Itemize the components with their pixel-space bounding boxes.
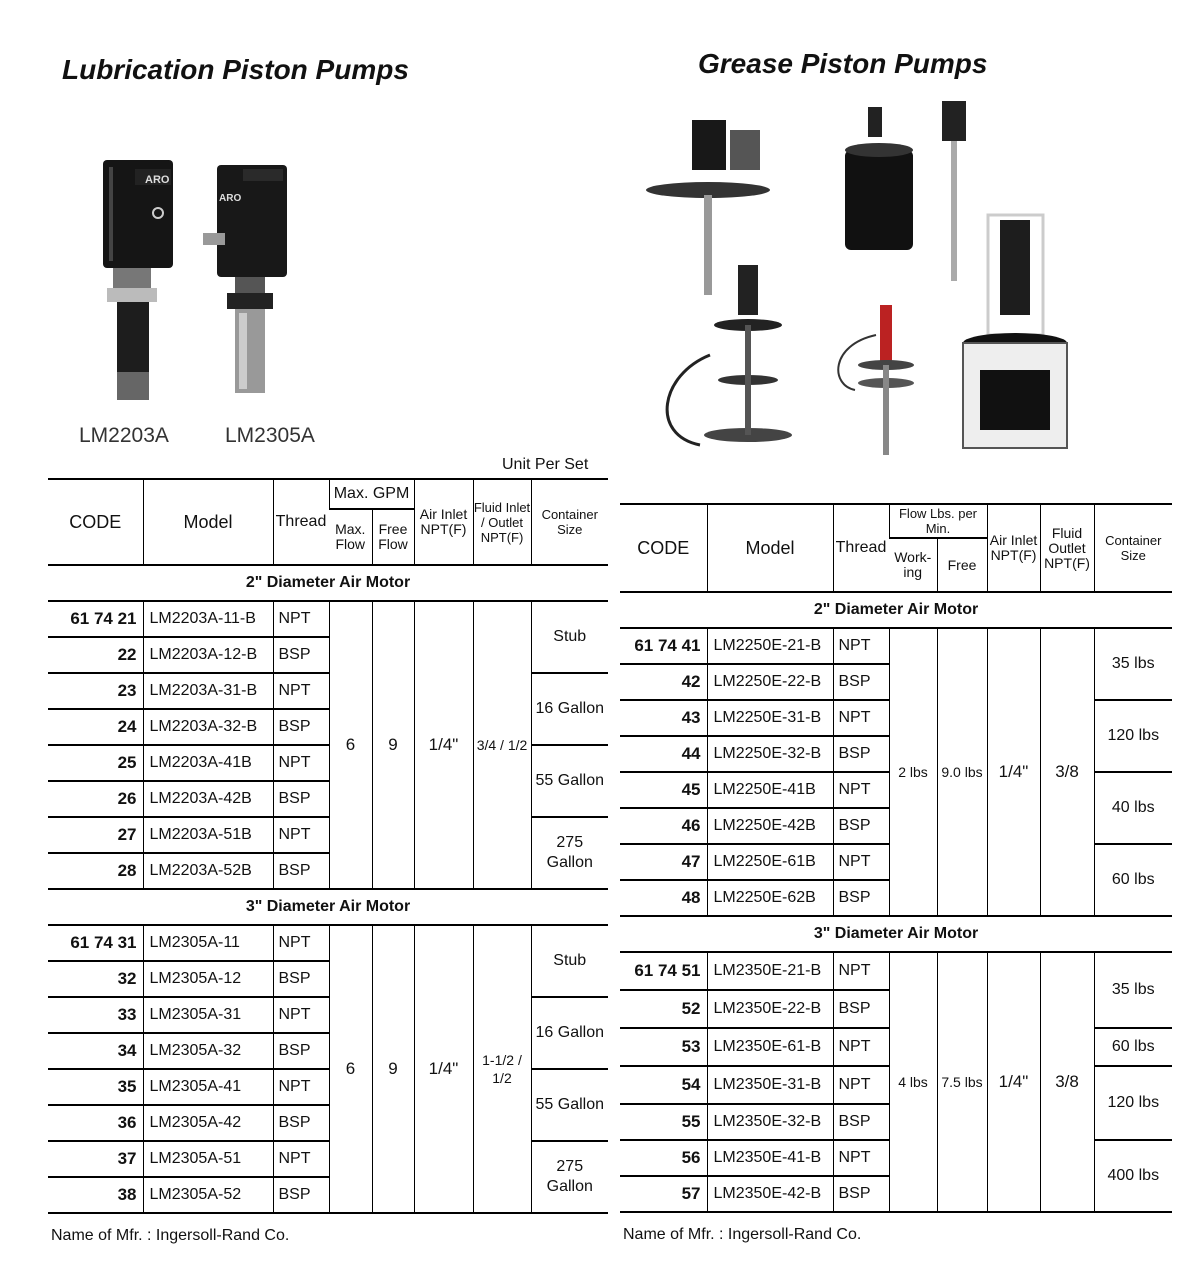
container-value: 120 lbs [1094, 1066, 1172, 1140]
thread-cell: NPT [273, 1069, 329, 1105]
code-cell: 26 [48, 781, 143, 817]
container-value: 275 Gallon [531, 817, 608, 889]
fluid-value: 3/8 [1040, 952, 1094, 1212]
section-title: 2" Diameter Air Motor [620, 592, 1172, 628]
model-cell: LM2203A-42B [143, 781, 273, 817]
model-cell: LM2350E-22-B [707, 990, 833, 1028]
header-free: Free [937, 538, 987, 592]
thread-cell: BSP [273, 961, 329, 997]
header-air-inlet: Air Inlet NPT(F) [414, 479, 473, 565]
code-cell: 25 [48, 745, 143, 781]
free-flow-value: 9 [372, 925, 414, 1213]
model-cell: LM2350E-41-B [707, 1140, 833, 1176]
header-free-flow: Free Flow [372, 509, 414, 565]
thread-cell: NPT [273, 925, 329, 961]
code-cell: 27 [48, 817, 143, 853]
header-code: CODE [48, 479, 143, 565]
header-fluid: Fluid Outlet NPT(F) [1040, 504, 1094, 592]
thread-cell: BSP [273, 1177, 329, 1213]
grease-pump-illustration-icon [640, 95, 1100, 460]
thread-cell: NPT [833, 1066, 889, 1104]
left-title: Lubrication Piston Pumps [62, 54, 409, 85]
thread-cell: NPT [273, 601, 329, 637]
model-cell: LM2250E-41B [707, 772, 833, 808]
thread-cell: BSP [833, 990, 889, 1028]
container-value: 55 Gallon [531, 1069, 608, 1141]
model-cell: LM2203A-51B [143, 817, 273, 853]
model-cell: LM2350E-42-B [707, 1176, 833, 1212]
code-cell: 38 [48, 1177, 143, 1213]
model-cell: LM2305A-52 [143, 1177, 273, 1213]
container-value: 40 lbs [1094, 772, 1172, 844]
model-cell: LM2305A-12 [143, 961, 273, 997]
container-value: 60 lbs [1094, 1028, 1172, 1066]
right-manufacturer: Name of Mfr. : Ingersoll-Rand Co. [623, 1226, 862, 1243]
code-cell: 33 [48, 997, 143, 1033]
thread-cell: BSP [273, 1033, 329, 1069]
svg-text:ARO: ARO [219, 193, 242, 204]
thread-cell: BSP [833, 880, 889, 916]
thread-cell: BSP [273, 853, 329, 889]
grease-pumps-table [620, 503, 1172, 1213]
code-cell: 32 [48, 961, 143, 997]
thread-cell: BSP [833, 664, 889, 700]
model-cell: LM2203A-11-B [143, 601, 273, 637]
container-value: 120 lbs [1094, 700, 1172, 772]
air-inlet-value: 1/4" [414, 601, 473, 889]
free-flow-value: 9 [372, 601, 414, 889]
header-thread: Thread [273, 479, 329, 565]
model-cell: LM2250E-21-B [707, 628, 833, 664]
code-cell: 34 [48, 1033, 143, 1069]
model-cell: LM2250E-61B [707, 844, 833, 880]
thread-cell: NPT [833, 700, 889, 736]
model-cell: LM2250E-22-B [707, 664, 833, 700]
thread-cell: NPT [833, 628, 889, 664]
thread-cell: BSP [833, 1176, 889, 1212]
lubrication-pumps-table [48, 478, 608, 1214]
thread-cell: BSP [833, 736, 889, 772]
model-cell: LM2305A-41 [143, 1069, 273, 1105]
thread-cell: BSP [833, 808, 889, 844]
air-inlet-value: 1/4" [987, 952, 1040, 1212]
model-cell: LM2250E-62B [707, 880, 833, 916]
thread-cell: BSP [273, 709, 329, 745]
model-cell: LM2203A-52B [143, 853, 273, 889]
container-value: 55 Gallon [531, 745, 608, 817]
code-cell: 61 74 21 [48, 601, 143, 637]
model-cell: LM2305A-42 [143, 1105, 273, 1141]
grease-pumps-image [640, 95, 1100, 460]
thread-cell: NPT [273, 1141, 329, 1177]
header-working: Work- ing [889, 538, 937, 592]
code-cell: 44 [620, 736, 707, 772]
thread-cell: BSP [273, 781, 329, 817]
model-cell: LM2203A-12-B [143, 637, 273, 673]
model-cell: LM2305A-51 [143, 1141, 273, 1177]
thread-cell: NPT [833, 1028, 889, 1066]
model-cell: LM2250E-42B [707, 808, 833, 844]
thread-cell: BSP [273, 637, 329, 673]
thread-cell: NPT [833, 772, 889, 808]
code-cell: 28 [48, 853, 143, 889]
code-cell: 53 [620, 1028, 707, 1066]
container-value: 16 Gallon [531, 997, 608, 1069]
code-cell: 52 [620, 990, 707, 1028]
header-model: Model [143, 479, 273, 565]
code-cell: 35 [48, 1069, 143, 1105]
air-inlet-value: 1/4" [414, 925, 473, 1213]
model-cell: LM2350E-32-B [707, 1104, 833, 1140]
air-inlet-value: 1/4" [987, 628, 1040, 916]
thread-cell: BSP [273, 1105, 329, 1141]
code-cell: 42 [620, 664, 707, 700]
thread-cell: NPT [833, 844, 889, 880]
header-container: Container Size [1094, 504, 1172, 592]
code-cell: 61 74 31 [48, 925, 143, 961]
model-cell: LM2305A-31 [143, 997, 273, 1033]
fluid-value: 1-1/2 / 1/2 [473, 925, 531, 1213]
header-model: Model [707, 504, 833, 592]
container-value: 16 Gallon [531, 673, 608, 745]
code-cell: 24 [48, 709, 143, 745]
model-cell: LM2350E-61-B [707, 1028, 833, 1066]
code-cell: 57 [620, 1176, 707, 1212]
model-cell: LM2203A-31-B [143, 673, 273, 709]
code-cell: 56 [620, 1140, 707, 1176]
thread-cell: NPT [273, 745, 329, 781]
container-value: 35 lbs [1094, 952, 1172, 1028]
model-cell: LM2250E-31-B [707, 700, 833, 736]
pump-illustration-icon [95, 155, 325, 405]
container-value: 35 lbs [1094, 628, 1172, 700]
code-cell: 47 [620, 844, 707, 880]
lubrication-pumps-image [95, 155, 325, 405]
code-cell: 46 [620, 808, 707, 844]
fluid-value: 3/8 [1040, 628, 1094, 916]
header-max-flow: Max. Flow [329, 509, 372, 565]
header-thread: Thread [833, 504, 889, 592]
model-cell: LM2350E-21-B [707, 952, 833, 990]
thread-cell: BSP [833, 1104, 889, 1140]
max-flow-value: 6 [329, 925, 372, 1213]
code-cell: 61 74 51 [620, 952, 707, 990]
header-code: CODE [620, 504, 707, 592]
container-value: 400 lbs [1094, 1140, 1172, 1212]
model-cell: LM2203A-32-B [143, 709, 273, 745]
section-title: 2" Diameter Air Motor [48, 565, 608, 601]
code-cell: 54 [620, 1066, 707, 1104]
working-value: 2 lbs [889, 628, 937, 916]
fluid-value: 3/4 / 1/2 [473, 601, 531, 889]
section-title: 3" Diameter Air Motor [620, 916, 1172, 952]
header-air-inlet: Air Inlet NPT(F) [987, 504, 1040, 592]
container-value: 60 lbs [1094, 844, 1172, 916]
code-cell: 36 [48, 1105, 143, 1141]
max-flow-value: 6 [329, 601, 372, 889]
code-cell: 37 [48, 1141, 143, 1177]
left-manufacturer: Name of Mfr. : Ingersoll-Rand Co. [51, 1227, 290, 1244]
code-cell: 43 [620, 700, 707, 736]
unit-per-set: Unit Per Set [502, 456, 589, 473]
header-fluid: Fluid Inlet / Outlet NPT(F) [473, 479, 531, 565]
model-cell: LM2305A-32 [143, 1033, 273, 1069]
model-cell: LM2203A-41B [143, 745, 273, 781]
free-value: 7.5 lbs [937, 952, 987, 1212]
header-flow: Flow Lbs. per Min. [889, 504, 987, 538]
thread-cell: NPT [833, 1140, 889, 1176]
model-cell: LM2305A-11 [143, 925, 273, 961]
header-max-gpm: Max. GPM [329, 479, 414, 509]
thread-cell: NPT [273, 673, 329, 709]
right-title: Grease Piston Pumps [698, 48, 988, 79]
model-cell: LM2350E-31-B [707, 1066, 833, 1104]
working-value: 4 lbs [889, 952, 937, 1212]
model-cell: LM2250E-32-B [707, 736, 833, 772]
pump-label-lm2305a: LM2305A [225, 424, 315, 447]
code-cell: 55 [620, 1104, 707, 1140]
thread-cell: NPT [273, 997, 329, 1033]
section-title: 3" Diameter Air Motor [48, 889, 608, 925]
code-cell: 61 74 41 [620, 628, 707, 664]
free-value: 9.0 lbs [937, 628, 987, 916]
code-cell: 48 [620, 880, 707, 916]
svg-text:ARO: ARO [145, 174, 170, 186]
thread-cell: NPT [833, 952, 889, 990]
container-value: Stub [531, 601, 608, 673]
header-container: Container Size [531, 479, 608, 565]
container-value: 275 Gallon [531, 1141, 608, 1213]
code-cell: 23 [48, 673, 143, 709]
container-value: Stub [531, 925, 608, 997]
thread-cell: NPT [273, 817, 329, 853]
code-cell: 45 [620, 772, 707, 808]
pump-label-lm2203a: LM2203A [79, 424, 169, 447]
code-cell: 22 [48, 637, 143, 673]
